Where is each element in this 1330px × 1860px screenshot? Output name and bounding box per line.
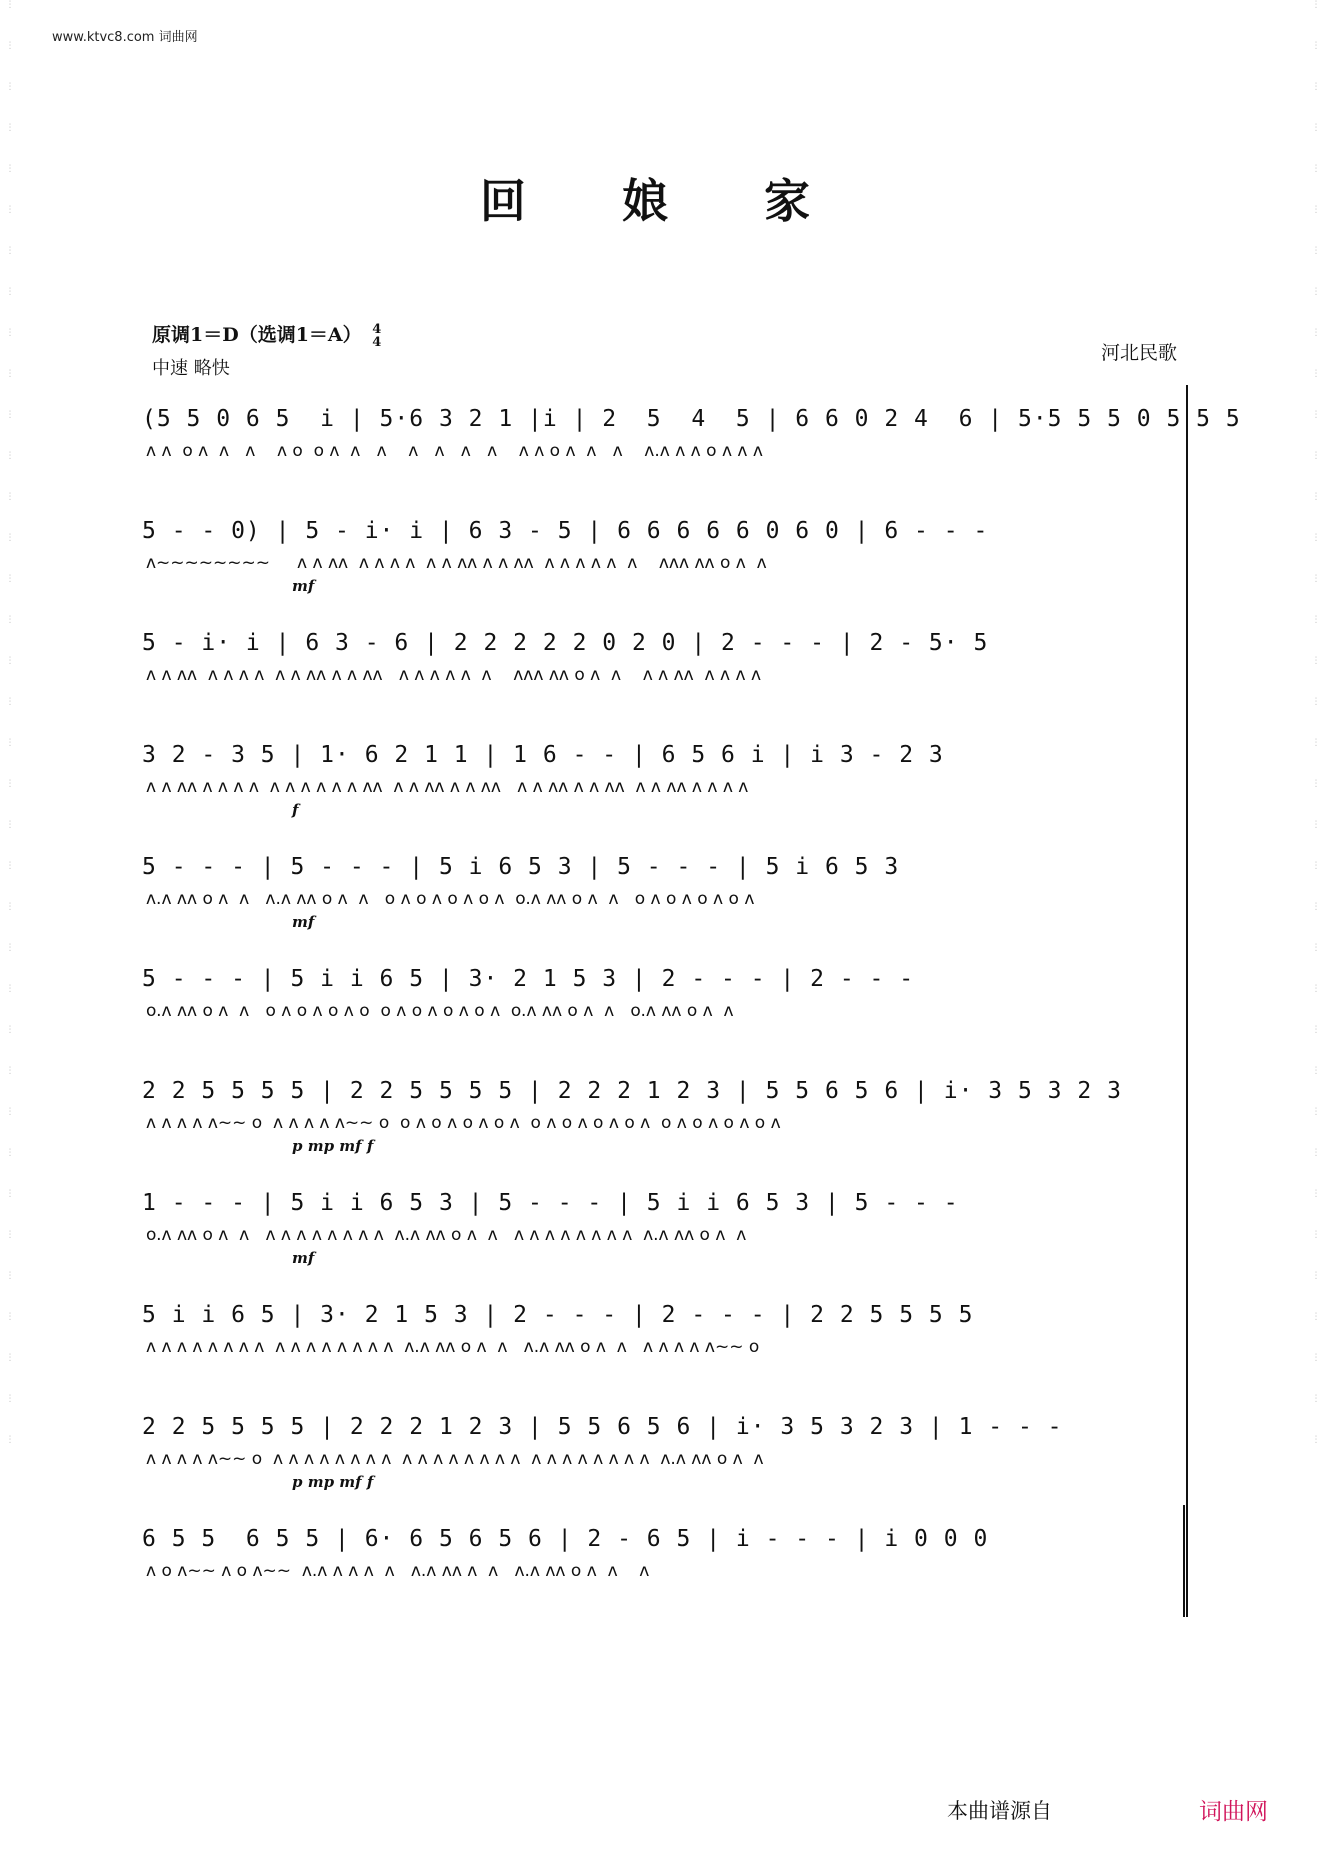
notes-row: 2 2 5 5 5 5 | 2 2 5 5 5 5 | 2 2 2 1 2 3 | 5 5 6 5 6 | i· 3 5 3 2 3 — [142, 1078, 1122, 1104]
watermark-mark: ⋮ — [5, 656, 15, 666]
watermark-mark: ⋮ — [5, 1394, 15, 1404]
watermark-mark: ⋮ — [5, 328, 15, 338]
watermark-mark: ⋮ — [5, 1230, 15, 1240]
watermark-mark: ⋮ — [1311, 1312, 1321, 1322]
score-line — [142, 385, 1241, 497]
tempo-marking: 中速 略快 — [152, 358, 230, 379]
watermark-mark: ⋮ — [5, 615, 15, 625]
dynamics-marking: mf — [292, 577, 315, 595]
watermark-mark: ⋮ — [1311, 1394, 1321, 1404]
watermark-mark: ⋮ — [1311, 1435, 1321, 1445]
watermark-mark: ⋮ — [1311, 615, 1321, 625]
watermark-mark: ⋮ — [1311, 1025, 1321, 1035]
watermark-mark: ⋮ — [5, 492, 15, 502]
watermark-mark: ⋮ — [5, 164, 15, 174]
notes-row: 1 - - - | 5 i i 6 5 3 | 5 - - - | 5 i i 6 5 3 | 5 - - - — [142, 1190, 959, 1216]
watermark-mark: ⋮ — [1311, 410, 1321, 420]
notes-row: 5 - - 0) | 5 - i· i | 6 3 - 5 | 6 6 6 6 6 0 6 0 | 6 - - - — [142, 518, 989, 544]
watermark-mark: ⋮ — [1311, 164, 1321, 174]
watermark-mark: ⋮ — [1311, 738, 1321, 748]
notes-row: 5 - - - | 5 - - - | 5 i 6 5 3 | 5 - - - | 5 i 6 5 3 — [142, 854, 900, 880]
watermark-mark: ⋮ — [5, 82, 15, 92]
time-signature — [372, 323, 381, 349]
key-text: 原调1＝D（选调1＝A） — [152, 324, 362, 346]
score-line — [142, 1393, 1188, 1505]
watermark-mark: ⋮ — [5, 451, 15, 461]
watermark-mark: ⋮ — [1311, 1066, 1321, 1076]
watermark-mark: ⋮ — [5, 369, 15, 379]
score-line — [142, 1281, 1188, 1393]
watermark-mark: ⋮ — [1311, 123, 1321, 133]
dynamics-marking: f — [292, 801, 299, 819]
song-origin: 河北民歌 — [1100, 342, 1177, 364]
watermark-mark: ⋮ — [1311, 984, 1321, 994]
dynamics-marking: mf — [292, 1249, 315, 1267]
watermark-mark: ⋮ — [1311, 1271, 1321, 1281]
fingering-row: o.ʌ ʌʌ o ʌ ʌ o ʌ o ʌ o ʌ o o ʌ o ʌ o ʌ o ʌ o.ʌ ʌʌ o ʌ ʌ o.ʌ ʌʌ o ʌ ʌ — [146, 1001, 734, 1021]
watermark-mark: ⋮ — [1311, 82, 1321, 92]
watermark-mark: ⋮ — [1311, 1148, 1321, 1158]
fingering-row: ʌ ʌ ʌ ʌ ʌ~~ o ʌ ʌ ʌ ʌ ʌ~~ o o ʌ o ʌ o ʌ o ʌ o ʌ o ʌ o ʌ o ʌ o ʌ o ʌ o ʌ o ʌ — [146, 1113, 781, 1133]
time-top: 4 — [372, 322, 382, 337]
watermark-mark: ⋮ — [1311, 41, 1321, 51]
score-line — [142, 1169, 1188, 1281]
score-line — [142, 833, 1188, 945]
watermark-mark: ⋮ — [1311, 861, 1321, 871]
watermark-mark: ⋮ — [1311, 451, 1321, 461]
watermark-mark: ⋮ — [5, 41, 15, 51]
fingering-row: ʌ ʌ ʌʌ ʌ ʌ ʌ ʌ ʌ ʌ ʌ ʌ ʌ ʌ ʌʌ ʌ ʌ ʌʌ ʌ ʌ ʌʌ ʌ ʌ ʌʌ ʌ ʌ ʌʌ ʌ ʌ ʌʌ ʌ ʌ ʌ ʌ — [146, 777, 749, 797]
song-title: 回 娘 家 — [479, 174, 851, 228]
watermark-mark: ⋮ — [5, 1271, 15, 1281]
watermark-mark: ⋮ — [5, 943, 15, 953]
watermark-mark: ⋮ — [5, 1435, 15, 1445]
watermark-mark: ⋮ — [5, 205, 15, 215]
watermark-mark: ⋮ — [5, 410, 15, 420]
watermark-mark: ⋮ — [5, 1148, 15, 1158]
watermark-mark: ⋮ — [5, 1066, 15, 1076]
watermark-mark: ⋮ — [1311, 656, 1321, 666]
watermark-mark: ⋮ — [5, 533, 15, 543]
watermark-mark: ⋮ — [1311, 246, 1321, 256]
fingering-row: ʌ ʌ ʌ ʌ ʌ~~ o ʌ ʌ ʌ ʌ ʌ ʌ ʌ ʌ ʌ ʌ ʌ ʌ ʌ ʌ ʌ ʌ ʌ ʌ ʌ ʌ ʌ ʌ ʌ ʌ ʌ.ʌ ʌʌ o ʌ ʌ — [146, 1449, 764, 1469]
score-line — [142, 497, 1188, 609]
notes-row: (5 5 0 6 5 i | 5·6 3 2 1 |i | 2 5 4 5 | 6 6 0 2 4 6 | 5·5 5 5 0 5 5 5 — [142, 406, 1241, 432]
watermark-mark: ⋮ — [5, 738, 15, 748]
watermark-mark: ⋮ — [1311, 328, 1321, 338]
fingering-row: ʌ ʌ ʌʌ ʌ ʌ ʌ ʌ ʌ ʌ ʌʌ ʌ ʌ ʌʌ ʌ ʌ ʌ ʌ ʌ ʌ ʌʌʌ ʌʌ o ʌ ʌ ʌ ʌ ʌʌ ʌ ʌ ʌ ʌ — [146, 665, 762, 685]
watermark-mark: ⋮ — [5, 861, 15, 871]
watermark-mark: ⋮ — [1311, 943, 1321, 953]
footer-site-logo[interactable]: 词曲网 — [1199, 1799, 1268, 1825]
watermark-mark: ⋮ — [5, 123, 15, 133]
watermark-mark: ⋮ — [5, 1312, 15, 1322]
watermark-mark: ⋮ — [5, 0, 15, 10]
notes-row: 3 2 - 3 5 | 1· 6 2 1 1 | 1 6 - - | 6 5 6 i | i 3 - 2 3 — [142, 742, 944, 768]
footer-source: 本曲谱源自 — [947, 1799, 1052, 1823]
watermark-mark: ⋮ — [1311, 574, 1321, 584]
watermark-mark: ⋮ — [1311, 697, 1321, 707]
fingering-row: ʌ~~~~~~~~ ʌ ʌ ʌʌ ʌ ʌ ʌ ʌ ʌ ʌ ʌʌ ʌ ʌ ʌʌ ʌ ʌ ʌ ʌ ʌ ʌ ʌʌʌ ʌʌ o ʌ ʌ — [146, 553, 767, 573]
watermark-mark: ⋮ — [1311, 820, 1321, 830]
score-line — [142, 1057, 1188, 1169]
fingering-row: o.ʌ ʌʌ o ʌ ʌ ʌ ʌ ʌ ʌ ʌ ʌ ʌ ʌ ʌ.ʌ ʌʌ o ʌ ʌ ʌ ʌ ʌ ʌ ʌ ʌ ʌ ʌ ʌ.ʌ ʌʌ o ʌ ʌ — [146, 1225, 747, 1245]
watermark-mark: ⋮ — [1311, 287, 1321, 297]
notes-row: 5 - - - | 5 i i 6 5 | 3· 2 1 5 3 | 2 - - - | 2 - - - — [142, 966, 915, 992]
watermark-mark: ⋮ — [1311, 1353, 1321, 1363]
fingering-row: ʌ.ʌ ʌʌ o ʌ ʌ ʌ.ʌ ʌʌ o ʌ ʌ o ʌ o ʌ o ʌ o ʌ o.ʌ ʌʌ o ʌ ʌ o ʌ o ʌ o ʌ o ʌ — [146, 889, 755, 909]
site-url[interactable]: www.ktvc8.com 词曲网 — [52, 30, 198, 45]
dynamics-marking: p mp mf f — [292, 1473, 374, 1491]
notes-row: 2 2 5 5 5 5 | 2 2 2 1 2 3 | 5 5 6 5 6 | i· 3 5 3 2 3 | 1 - - - — [142, 1414, 1063, 1440]
watermark-mark: ⋮ — [1311, 0, 1321, 10]
watermark-mark: ⋮ — [5, 287, 15, 297]
watermark-mark: ⋮ — [5, 820, 15, 830]
watermark-mark: ⋮ — [5, 902, 15, 912]
notes-row: 5 i i 6 5 | 3· 2 1 5 3 | 2 - - - | 2 - - - | 2 2 5 5 5 5 — [142, 1302, 974, 1328]
score-line — [142, 1505, 1188, 1617]
watermark-mark: ⋮ — [1311, 533, 1321, 543]
fingering-row: ʌ ʌ ʌ ʌ ʌ ʌ ʌ ʌ ʌ ʌ ʌ ʌ ʌ ʌ ʌ ʌ ʌ.ʌ ʌʌ o ʌ ʌ ʌ.ʌ ʌʌ o ʌ ʌ ʌ ʌ ʌ ʌ ʌ~~ o — [146, 1337, 760, 1357]
fingering-row: ʌ ʌ o ʌ ʌ ʌ ʌ o o ʌ ʌ ʌ ʌ ʌ ʌ ʌ ʌ ʌ o ʌ ʌ ʌ ʌ.ʌ ʌ ʌ o ʌ ʌ ʌ — [146, 441, 763, 461]
watermark-mark: ⋮ — [5, 246, 15, 256]
watermark-mark: ⋮ — [1311, 369, 1321, 379]
watermark-mark: ⋮ — [5, 1107, 15, 1117]
fingering-row: ʌ o ʌ~~ ʌ o ʌ~~ ʌ.ʌ ʌ ʌ ʌ ʌ ʌ.ʌ ʌʌ ʌ ʌ ʌ.ʌ ʌʌ o ʌ ʌ ʌ — [146, 1561, 650, 1581]
notes-row: 6 5 5 6 5 5 | 6· 6 5 6 5 6 | 2 - 6 5 | i - - - | i 0 0 0 — [142, 1526, 989, 1552]
dynamics-marking: p mp mf f — [292, 1137, 374, 1155]
watermark-mark: ⋮ — [1311, 205, 1321, 215]
score-line — [142, 721, 1188, 833]
left-watermark-strip — [4, 0, 20, 1860]
watermark-mark: ⋮ — [1311, 1189, 1321, 1199]
score-line — [142, 945, 1188, 1057]
dynamics-marking: mf — [292, 913, 315, 931]
watermark-mark: ⋮ — [1311, 492, 1321, 502]
time-bottom: 4 — [372, 335, 382, 350]
score — [142, 385, 1241, 1617]
score-line — [142, 609, 1188, 721]
watermark-mark: ⋮ — [1311, 779, 1321, 789]
watermark-mark: ⋮ — [1311, 902, 1321, 912]
watermark-mark: ⋮ — [5, 697, 15, 707]
watermark-mark: ⋮ — [1311, 1107, 1321, 1117]
watermark-mark: ⋮ — [5, 779, 15, 789]
notes-row: 5 - i· i | 6 3 - 6 | 2 2 2 2 2 0 2 0 | 2 - - - | 2 - 5· 5 — [142, 630, 989, 656]
watermark-mark: ⋮ — [5, 574, 15, 584]
watermark-mark: ⋮ — [5, 1353, 15, 1363]
watermark-mark: ⋮ — [5, 1189, 15, 1199]
key-signature — [152, 320, 381, 349]
watermark-mark: ⋮ — [1311, 1230, 1321, 1240]
watermark-mark: ⋮ — [5, 984, 15, 994]
right-watermark-strip — [1310, 0, 1326, 1860]
watermark-mark: ⋮ — [5, 1025, 15, 1035]
